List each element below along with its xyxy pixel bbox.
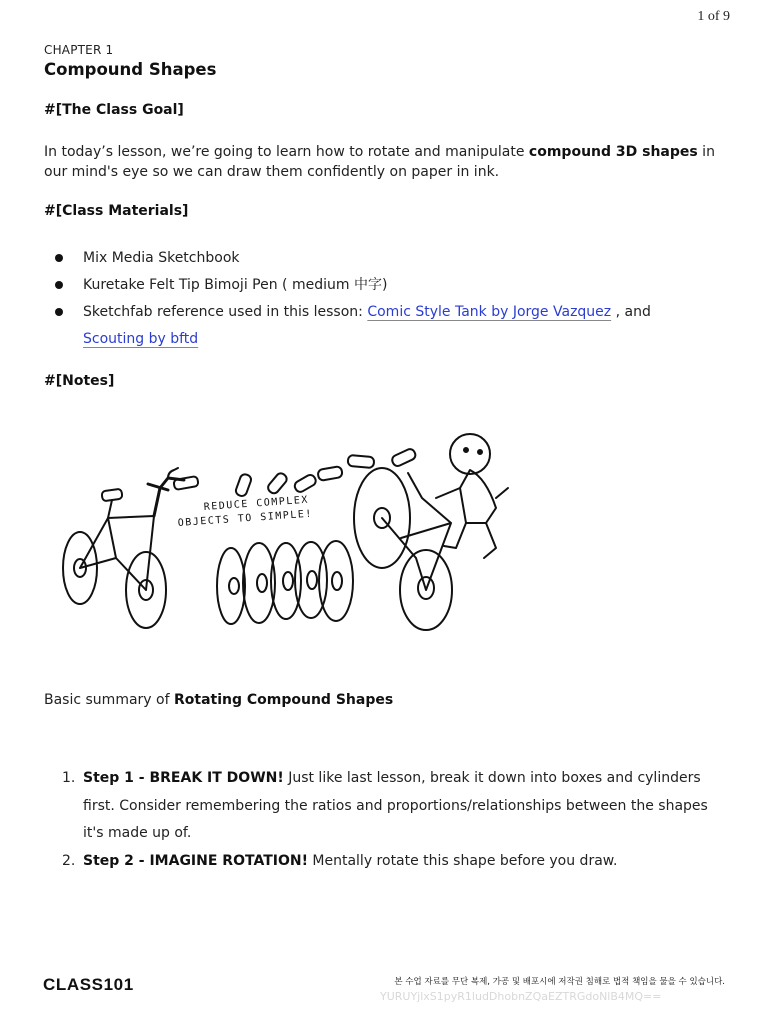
illustration-caption-line-2: OBJECTS TO SIMPLE! <box>177 508 314 529</box>
link-scouting[interactable]: Scouting by bftd <box>83 331 199 347</box>
cylinder-parts-icon <box>235 455 375 498</box>
class101-logo: CLASS101 <box>43 975 134 994</box>
step-number: 1. <box>62 770 76 786</box>
illustration-caption-line-1: REDUCE COMPLEX <box>203 494 310 513</box>
materials-list <box>52 245 732 353</box>
section-heading-materials: #[Class Materials] <box>44 203 189 219</box>
page-number: 1 of 9 <box>697 9 730 24</box>
right-bike-icon <box>354 447 452 630</box>
link-comic-style-tank[interactable]: Comic Style Tank by Jorge Vazquez <box>367 304 612 320</box>
list-item: Sketchfab reference used in this lesson: Comic Style Tank by Jorge Vazquez , and Scouting by bftd <box>52 299 732 353</box>
step-number: 2. <box>62 852 76 869</box>
copyright-notice: 본 수업 자료를 무단 복제, 가공 및 배포시에 저작권 침해로 법적 책임을 물을 수 있습니다. <box>394 977 725 987</box>
steps-list <box>62 765 722 875</box>
wheel-row-icon <box>217 541 353 624</box>
list-item: 2. Step 2 - IMAGINE ROTATION! Mentally rotate this shape before you draw. <box>62 848 722 876</box>
watermark-text: YURUYjlxS1pyR1ludDhobnZQaEZTRGdoNlB4MQ== <box>380 990 662 1003</box>
goal-bold-text: compound 3D shapes <box>528 144 698 160</box>
section-heading-notes: #[Notes] <box>44 373 115 389</box>
summary-bold-text: Rotating Compound Shapes <box>173 692 394 708</box>
bicycle-illustration <box>56 418 526 638</box>
bullet-icon <box>55 281 63 289</box>
rider-icon <box>436 434 508 558</box>
goal-paragraph: In today’s lesson, we’re going to learn how to rotate and manipulate compound 3D shapes in our mind's eye so we can draw them confidently on paper in ink. <box>44 144 715 180</box>
list-item: Kuretake Felt Tip Bimoji Pen ( medium 中字) <box>52 272 732 299</box>
step-label: Step 1 - BREAK IT DOWN! <box>83 770 284 786</box>
list-item: Mix Media Sketchbook <box>52 245 732 272</box>
bullet-icon <box>55 254 63 262</box>
chapter-label: CHAPTER 1 <box>44 43 114 57</box>
list-item: 1. Step 1 - BREAK IT DOWN! Just like last lesson, break it down into boxes and cylinders first. Consider remembering the ratios and proportions/relationships between the shapes it's made up of. <box>62 765 722 848</box>
section-heading-goal: #[The Class Goal] <box>44 102 184 118</box>
step-label: Step 2 - IMAGINE ROTATION! <box>83 852 308 869</box>
summary-line: Basic summary of Rotating Compound Shapes <box>44 692 394 708</box>
page-title: Compound Shapes <box>44 60 217 79</box>
bullet-icon <box>55 308 63 316</box>
